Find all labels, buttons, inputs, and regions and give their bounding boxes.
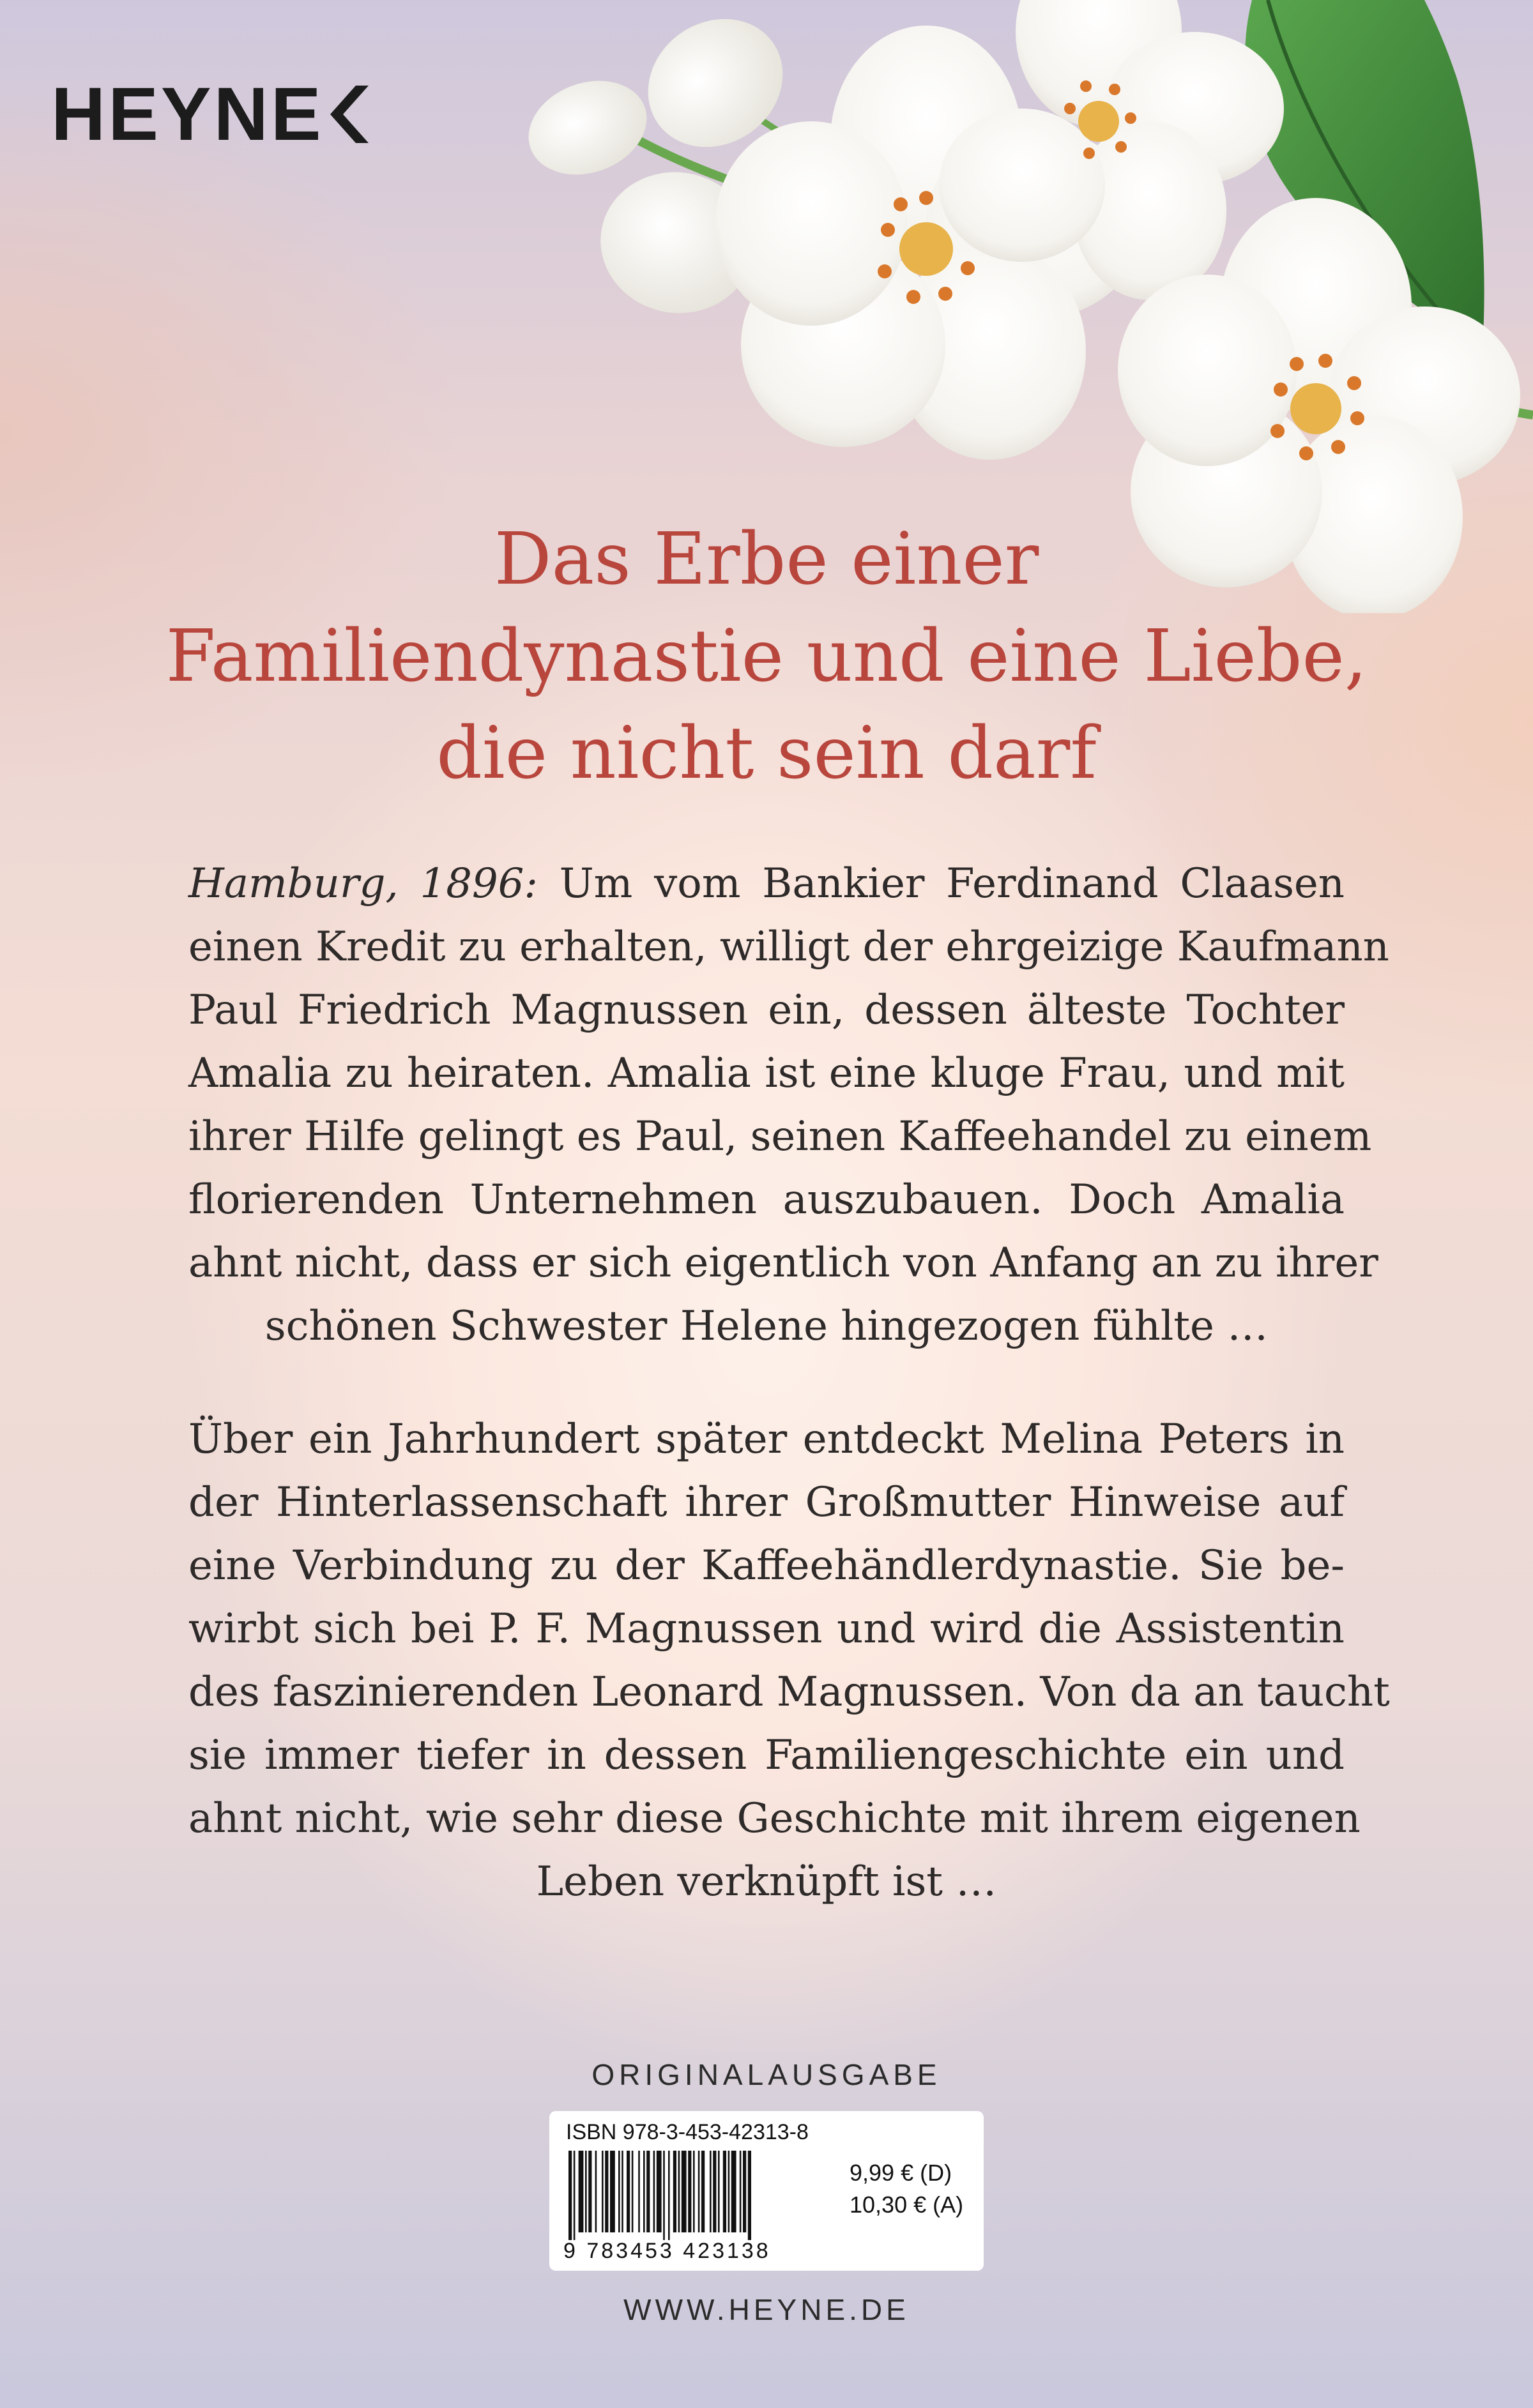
barcode-image xyxy=(566,2151,834,2240)
blurb-line: sie immer tiefer in dessen Familiengeschichte ein und xyxy=(188,1732,1345,1779)
barcode-bar xyxy=(574,2151,576,2240)
headline-line-1: Das Erbe einer xyxy=(494,518,1039,601)
barcode-bar xyxy=(643,2151,645,2232)
blurb-line: ihrer Hilfe gelingt es Paul, seinen Kaffeehandel zu einem xyxy=(188,1113,1372,1160)
barcode-bar xyxy=(618,2151,620,2232)
barcode-bar xyxy=(638,2151,640,2232)
barcode-bar xyxy=(693,2151,695,2232)
blurb-line: des faszinierenden Leonard Magnussen. Von da an taucht xyxy=(188,1669,1390,1716)
logo-chevron-icon xyxy=(330,86,375,143)
barcode-bar xyxy=(653,2151,655,2232)
website-url: WWW.HEYNE.DE xyxy=(623,2293,910,2326)
blurb-line: der Hinterlassenschaft ihrer Großmutter Hinweise auf xyxy=(188,1479,1345,1526)
blurb-line xyxy=(188,852,1345,916)
barcode-bar xyxy=(588,2151,591,2232)
barcode-bar xyxy=(740,2151,742,2232)
barcode-bar xyxy=(585,2151,587,2232)
barcode-bar xyxy=(688,2151,691,2232)
blurb-line: Leben verknüpft ist … xyxy=(536,1858,997,1905)
barcode-bar xyxy=(710,2151,712,2232)
barcode-bar xyxy=(610,2151,615,2232)
barcode-bar xyxy=(622,2151,623,2232)
barcode-bar xyxy=(723,2151,726,2232)
barcode-bar xyxy=(663,2151,665,2240)
edition-label: ORIGINALAUSGABE xyxy=(591,2058,942,2091)
barcode-bar xyxy=(646,2151,650,2232)
barcode-bar xyxy=(602,2151,604,2232)
prices xyxy=(850,2157,963,2221)
price-de: 9,99 € (D) xyxy=(850,2160,952,2186)
barcode-bar xyxy=(731,2151,736,2232)
barcode-bar xyxy=(728,2151,730,2232)
barcode-bar xyxy=(668,2151,670,2240)
logo-text: HEYNE xyxy=(51,72,324,156)
barcode-bar xyxy=(627,2151,630,2232)
barcode-bar xyxy=(718,2151,720,2232)
blurb-line: florierenden Unternehmen auszubauen. Doch Amalia xyxy=(188,1176,1345,1223)
blurb-line: schönen Schwester Helene hingezogen fühlte … xyxy=(264,1303,1269,1350)
heyne-logo xyxy=(51,72,375,156)
blurb-line: eine Verbindung zu der Kaffeehändlerdynastie. Sie be- xyxy=(188,1542,1345,1589)
price-at: 10,30 € (A) xyxy=(850,2192,964,2218)
blurb-line: ahnt nicht, dass er sich eigentlich von Anfang an zu ihrer xyxy=(188,1239,1378,1287)
isbn-label: ISBN 978-3-453-42313-8 xyxy=(566,2120,809,2144)
barcode-bar xyxy=(713,2151,716,2232)
barcode-bar xyxy=(701,2151,705,2232)
blurb-paragraph-1 xyxy=(188,852,1389,1358)
barcode-bar xyxy=(748,2151,751,2240)
barcode-bar xyxy=(698,2151,700,2232)
blurb-line: einen Kredit zu erhalten, willigt der ehrgeizige Kaufmann xyxy=(188,923,1389,971)
barcode-box xyxy=(549,2111,984,2271)
headline xyxy=(128,511,1405,802)
barcode-bar xyxy=(678,2151,680,2232)
ean-digits: 9 783453 423138 xyxy=(563,2239,771,2263)
barcode-bar xyxy=(682,2151,687,2232)
blurb-line: Amalia zu heiraten. Amalia ist eine kluge Frau, und mit xyxy=(188,1050,1345,1097)
barcode-bar xyxy=(743,2151,746,2232)
barcode-bar xyxy=(657,2151,662,2232)
barcode-bar xyxy=(605,2151,608,2232)
barcode-bar xyxy=(673,2151,676,2232)
barcode-bar xyxy=(632,2151,634,2232)
blurb-line-text: Um vom Bankier Ferdinand Claasen xyxy=(537,860,1345,907)
blurb-lead: Hamburg, 1896: xyxy=(188,860,538,907)
barcode-bar xyxy=(595,2151,597,2232)
barcode-bar xyxy=(579,2151,584,2232)
blurb-line: Paul Friedrich Magnussen ein, dessen älteste Tochter xyxy=(188,987,1345,1034)
blurb-line: ahnt nicht, wie sehr diese Geschichte mit ihrem eigenen xyxy=(188,1795,1361,1842)
headline-line-2: Familiendynastie und eine Liebe, xyxy=(165,615,1368,698)
blurb-line: Über ein Jahrhundert später entdeckt Melina Peters in xyxy=(188,1416,1345,1463)
barcode-bar xyxy=(568,2151,572,2240)
blurb-paragraph-2 xyxy=(188,1408,1390,1914)
headline-line-3: die nicht sein darf xyxy=(436,712,1097,795)
blurb-line: wirbt sich bei P. F. Magnussen und wird die Assistentin xyxy=(188,1605,1345,1653)
